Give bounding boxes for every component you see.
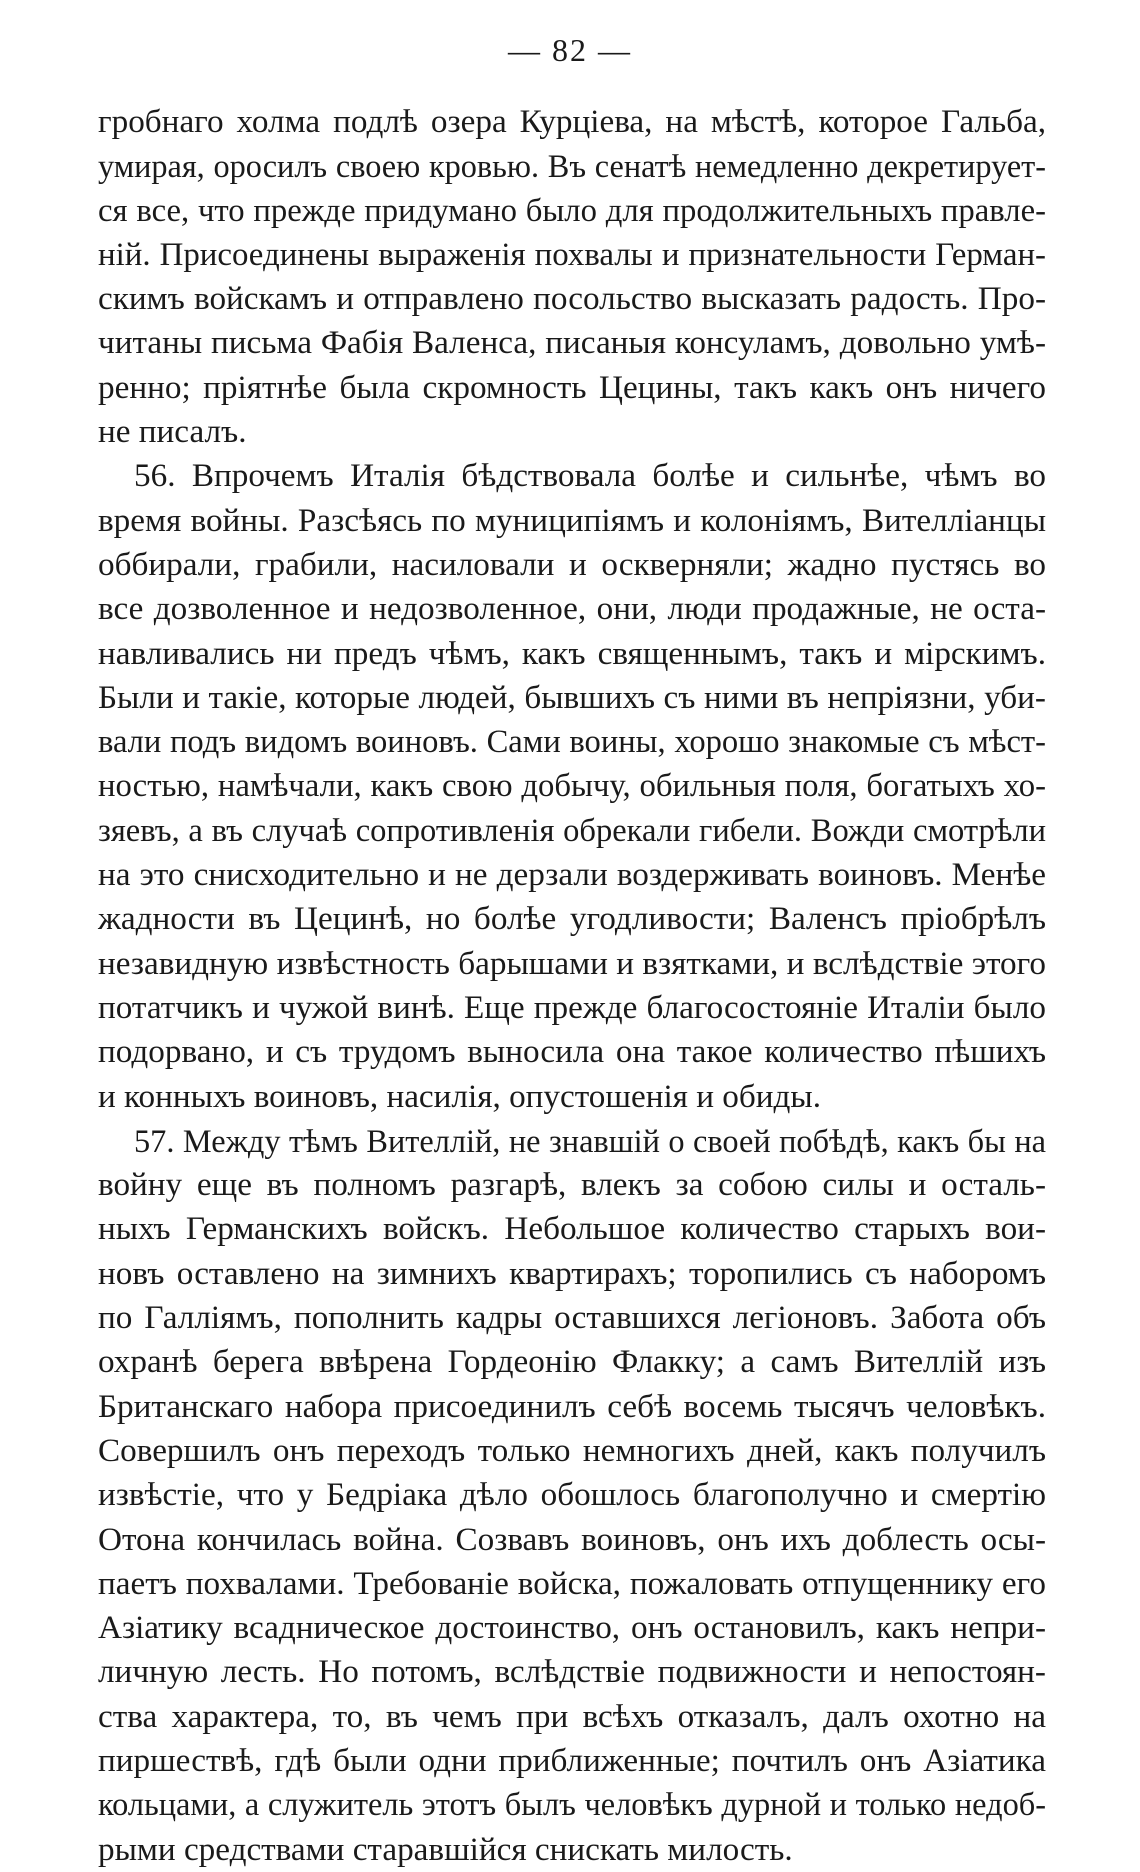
text-line: скимъ войскамъ и отправлено посольство высказать радость. Про- <box>98 280 1046 318</box>
text-line: личную лесть. Но потомъ, вслѣдствіе подвижности и непостоян- <box>98 1653 1046 1691</box>
text-line: извѣстіе, что у Бедріака дѣло обошлось благополучно и смертію <box>98 1476 1046 1514</box>
page-number: — 82 — <box>508 32 632 68</box>
text-line: читаны письма Фабія Валенса, писаныя консуламъ, довольно умѣ- <box>98 324 1046 362</box>
text-line: новъ оставлено на зимнихъ квартирахъ; торопились съ наборомъ <box>98 1254 1046 1292</box>
text-line: Были и такіе, которые людей, бывшихъ съ ними въ непріязни, уби- <box>98 678 1046 716</box>
text-line: ностью, намѣчали, какъ свою добычу, обильныя поля, богатыхъ хо- <box>98 768 1046 805</box>
text-line: войну еще въ полномъ разгарѣ, влекъ за собою силы и осталь- <box>98 1166 1046 1204</box>
text-line: 57. Между тѣмъ Вителлій, не знавшій о своей побѣдѣ, какъ бы на <box>134 1122 1046 1159</box>
text-line: вали подъ видомъ воиновъ. Сами воины, хорошо знакомые съ мѣст- <box>98 724 1046 761</box>
text-line: пиршествѣ, гдѣ были одни приближенные; почтилъ онъ Азіатика <box>98 1741 1046 1779</box>
text-line: жадности въ Цецинѣ, но болѣе угодливости; Валенсъ пріобрѣлъ <box>98 900 1046 938</box>
text-line: Британскаго набора присоединилъ себѣ восемь тысячъ человѣкъ. <box>98 1387 1046 1425</box>
text-line: по Галліямъ, пополнить кадры оставшихся легіоновъ. Забота объ <box>98 1299 1046 1337</box>
text-line: все дозволенное и недозволенное, они, люди продажные, не оста- <box>98 590 1046 628</box>
text-line: и конныхъ воиновъ, насилія, опустошенія и обиды. <box>98 1077 822 1115</box>
text-line: зяевъ, а въ случаѣ сопротивленія обрекали гибели. Вожди смотрѣли <box>98 812 1046 849</box>
text-line: ныхъ Германскихъ войскъ. Небольшое количество старыхъ вои- <box>98 1210 1046 1248</box>
text-line: Отона кончилась война. Созвавъ воиновъ, онъ ихъ доблесть осы- <box>98 1520 1046 1558</box>
text-line: ній. Присоединены выраженія похвалы и признательности Герман- <box>98 236 1046 273</box>
text-line: не писалъ. <box>98 413 247 451</box>
text-line: Совершилъ онъ переходъ только немногихъ дней, какъ получилъ <box>98 1431 1046 1469</box>
text-line: подорвано, и съ трудомъ выносила она такое количество пѣшихъ <box>98 1033 1046 1071</box>
text-line: 56. Впрочемъ Италія бѣдствовала болѣе и сильнѣе, чѣмъ во <box>134 457 1046 495</box>
text-line: кольцами, а служитель этотъ былъ человѣкъ дурной и только недоб- <box>98 1787 1046 1824</box>
text-line: гробнаго холма подлѣ озера Курціева, на мѣстѣ, которое Гальба, <box>98 103 1046 140</box>
text-line: потатчикъ и чужой винѣ. Еще прежде благосостояніе Италіи было <box>98 988 1046 1026</box>
text-line: паетъ похвалами. Требованіе войска, пожаловать отпущеннику его <box>98 1564 1046 1602</box>
text-line: на это снисходительно и не дерзали воздерживать воиновъ. Менѣе <box>98 856 1046 894</box>
text-line: ся все, что прежде придумано было для продолжительныхъ правле- <box>98 192 1046 229</box>
text-line: рыми средствами старавшійся снискать милость. <box>98 1830 793 1868</box>
text-line: умирая, оросилъ своею кровью. Въ сенатѣ немедленно декретирует- <box>98 148 1046 185</box>
text-line: время войны. Разсѣясь по муниципіямъ и колоніямъ, Вителліанцы <box>98 501 1046 539</box>
text-line: навливались ни предъ чѣмъ, какъ священнымъ, такъ и мірскимъ. <box>98 634 1046 672</box>
text-line: ренно; пріятнѣе была скромность Цецины, такъ какъ онъ ничего <box>98 368 1046 406</box>
text-line: незавидную извѣстность барышами и взятками, и вслѣдствіе этого <box>98 944 1046 982</box>
text-line: Азіатику всадническое достоинство, онъ остановилъ, какъ непри- <box>98 1609 1046 1647</box>
text-line: ства характера, то, въ чемъ при всѣхъ отказалъ, далъ охотно на <box>98 1697 1046 1735</box>
body-text <box>98 100 1046 1872</box>
text-line: оббирали, грабили, насиловали и оскверняли; жадно пустясь во <box>98 545 1046 583</box>
text-line: охранѣ берега ввѣрена Гордеонію Флакку; а самъ Вителлій изъ <box>98 1343 1046 1381</box>
